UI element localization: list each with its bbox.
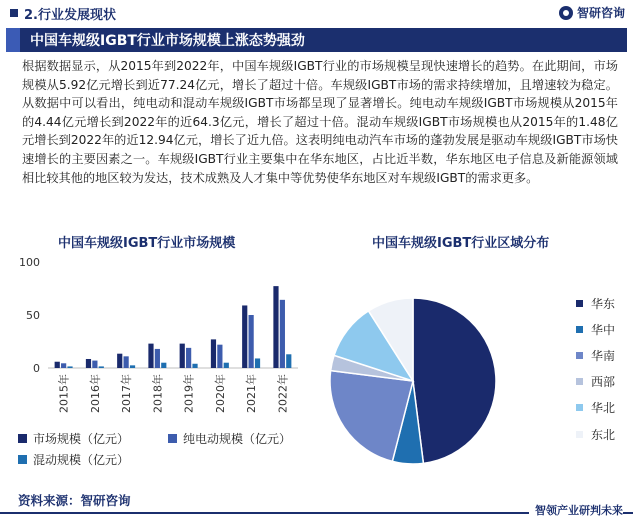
legend-label-bev: 纯电动规模（亿元）	[183, 432, 292, 446]
legend-label-hev: 混动规模（亿元）	[33, 453, 130, 467]
bar	[180, 344, 185, 368]
bar-chart	[0, 250, 310, 413]
pie-legend-item	[576, 395, 615, 421]
pie-legend	[576, 290, 615, 447]
pie-slice	[413, 298, 496, 463]
bar	[92, 361, 97, 368]
bar	[249, 315, 254, 368]
bar	[286, 354, 291, 368]
title-deco	[6, 28, 20, 52]
x-tick-label: 2017年	[120, 374, 134, 413]
bar	[148, 344, 153, 368]
x-tick-label: 2015年	[57, 374, 71, 413]
bar	[99, 366, 104, 368]
legend-label-market: 市场规模（亿元）	[33, 432, 130, 446]
bar	[186, 348, 191, 368]
pie-legend-item	[576, 421, 615, 447]
pie-legend-item	[576, 369, 615, 395]
legend-item-hev	[18, 451, 129, 468]
pie-swatch	[576, 404, 583, 411]
x-tick-label: 2019年	[182, 374, 196, 413]
bar	[61, 363, 66, 368]
footer-slogan: 智领产业研判未来	[529, 502, 623, 518]
section-label: 2.行业发展现状	[24, 7, 116, 23]
pie-swatch	[576, 300, 583, 307]
legend-swatch-market	[18, 434, 27, 443]
pie-legend-label: 华中	[591, 322, 616, 337]
pie-legend-label: 华东	[591, 296, 616, 311]
bar	[242, 305, 247, 368]
bar	[211, 339, 216, 368]
brand-name: 智研咨询	[576, 6, 625, 20]
bar	[217, 345, 222, 368]
body-paragraph: 根据数据显示，从2015年到2022年，中国车规级IGBT行业的市场规模呈现快速增长的趋势。在此期间，市场规模从5.92亿元增长到近77.24亿元，增长了超过十倍。车规级IGBT市场的需求持续增加，且增速较为稳定。从数据中可以看出，纯电动和混动车规级IGBT市场都呈现了显著增长。纯电动车规级IGBT市场规模从2015年的4.44亿元增长到2022年的近64.3亿元，增长了超过十倍。混动车规级IGBT市场规模也从2015年的1.48亿元增长到2022年的近12.94亿元，增长了近九倍。这表明纯电动汽车市场的蓬勃发展是驱动车规级IGBT市场快速增长的主要因素之一。车规级IGBT行业主要集中在华东地区，占比近半数，华东地区电子信息及新能源领域相比较其他的地区较为发达，技术成熟及人才集中等优势使华东地区对车规级IGBT的需求更多。	[22, 59, 618, 185]
pie-legend-item	[576, 316, 615, 342]
bar	[130, 365, 135, 368]
x-tick-label: 2018年	[151, 374, 165, 413]
pie-legend-item	[576, 342, 615, 368]
source-note: 资料来源：智研咨询	[18, 493, 131, 508]
section-tag	[4, 4, 124, 22]
pie-legend-label: 东北	[591, 427, 616, 442]
pie-swatch	[576, 352, 583, 359]
y-tick-label: 100	[19, 256, 40, 269]
brand	[559, 4, 625, 21]
pie-swatch	[576, 326, 583, 333]
bar	[192, 364, 197, 368]
pie-swatch	[576, 378, 583, 385]
brand-logo-icon	[559, 6, 573, 20]
x-tick-label: 2016年	[88, 374, 102, 413]
bar	[55, 362, 60, 368]
bar	[273, 286, 278, 368]
bar	[280, 300, 285, 368]
x-tick-label: 2022年	[276, 374, 290, 413]
legend-item-market	[18, 430, 129, 447]
pie-swatch	[576, 431, 583, 438]
bar	[86, 359, 91, 368]
x-tick-label: 2021年	[245, 374, 259, 413]
bar	[124, 356, 129, 368]
pie-legend-label: 西部	[591, 375, 616, 390]
bar	[161, 363, 166, 368]
page-title: 中国车规级IGBT行业市场规模上涨态势强劲	[30, 33, 305, 49]
top-bar	[0, 0, 633, 26]
legend-swatch-bev	[168, 434, 177, 443]
pie-legend-item	[576, 290, 615, 316]
pie-legend-label: 华北	[591, 401, 616, 416]
legend-item-bev	[168, 430, 291, 447]
bar	[255, 358, 260, 368]
bar	[117, 354, 122, 368]
section-square-icon	[10, 9, 18, 17]
x-tick-label: 2020年	[213, 374, 227, 413]
pie-legend-label: 华南	[591, 348, 616, 363]
y-tick-label: 0	[33, 362, 40, 375]
bar	[224, 363, 229, 368]
page-title-bar	[6, 28, 627, 52]
bar	[67, 366, 72, 368]
y-tick-label: 50	[26, 309, 40, 322]
pie-chart-title: 中国车规级IGBT行业区域分布	[372, 236, 550, 251]
bar	[155, 349, 160, 368]
legend-swatch-hev	[18, 455, 27, 464]
bar-chart-title: 中国车规级IGBT行业市场规模	[58, 236, 236, 251]
